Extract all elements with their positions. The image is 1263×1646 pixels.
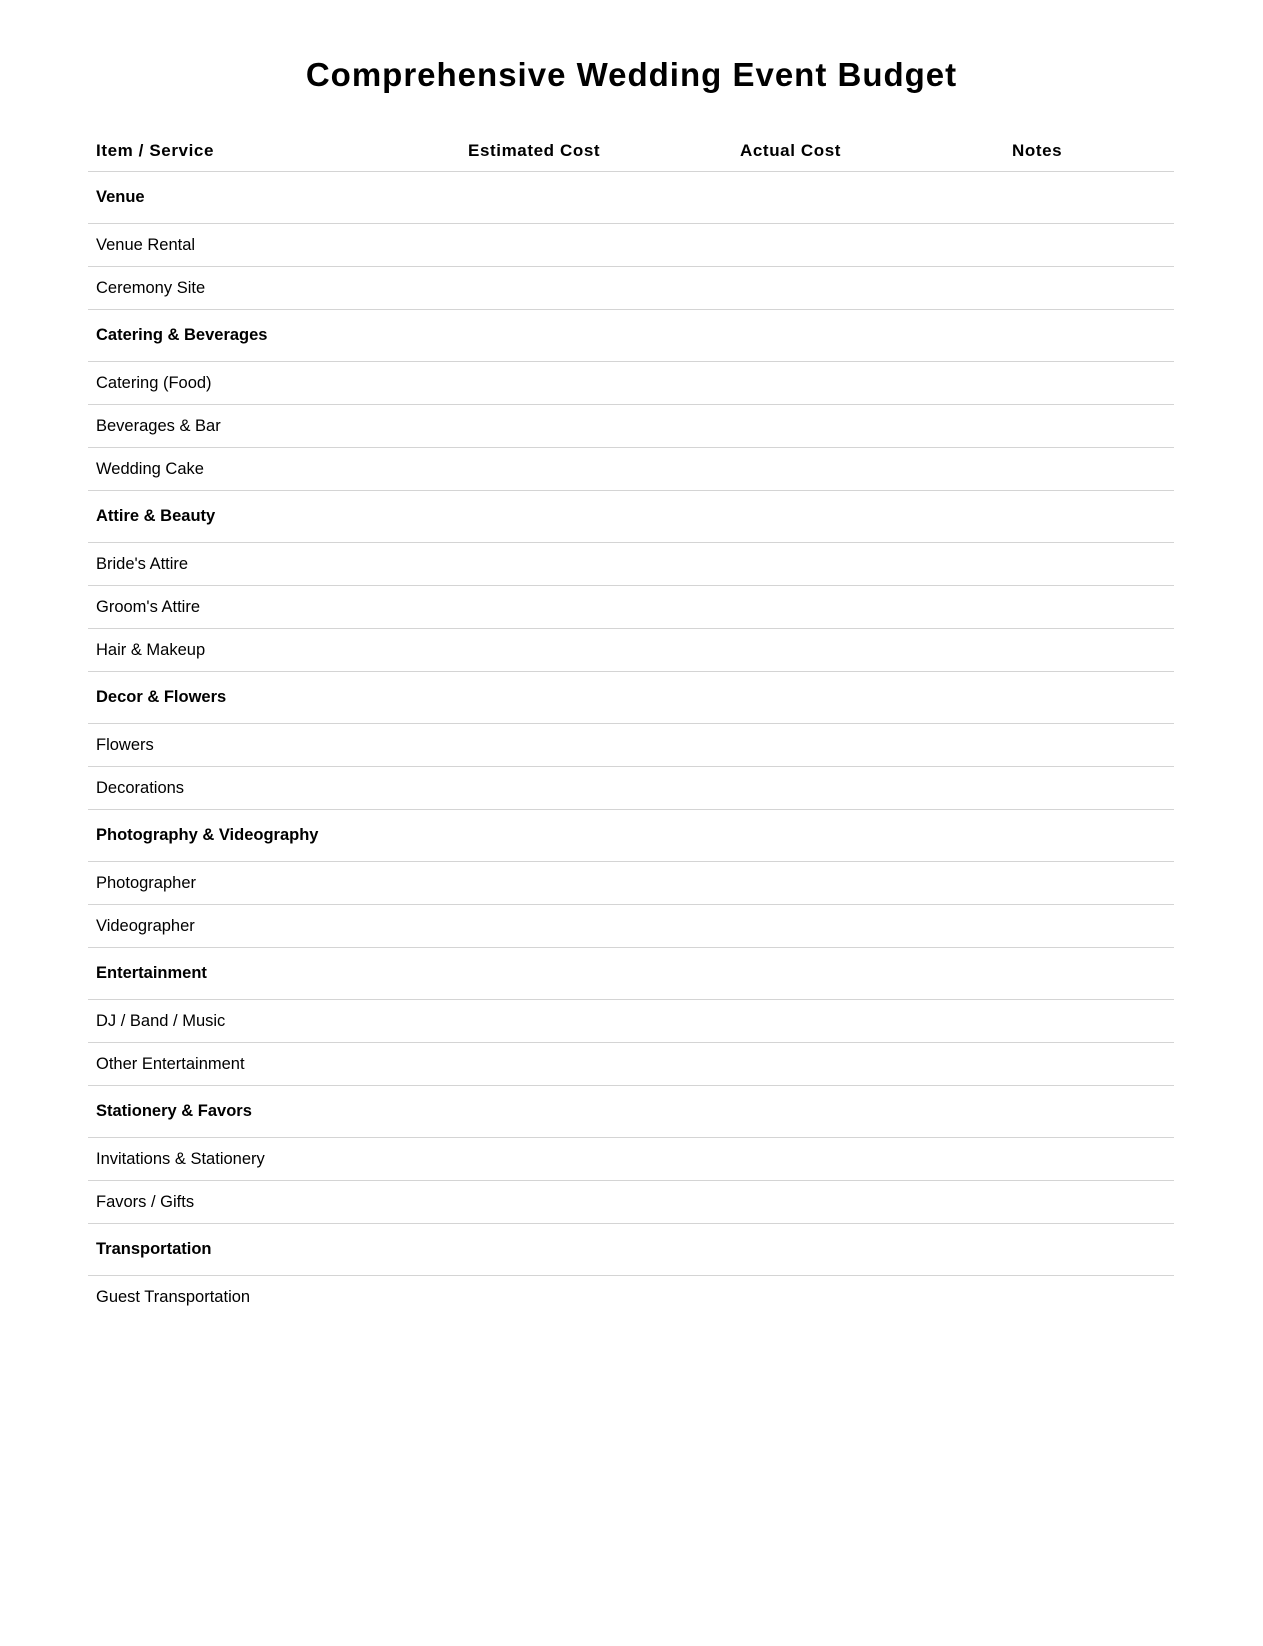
actual-cost-cell	[740, 767, 1012, 809]
notes-cell	[1012, 767, 1174, 809]
actual-cost-cell	[740, 672, 1012, 723]
page-title: Comprehensive Wedding Event Budget	[305, 56, 958, 93]
estimated-cost-cell	[468, 586, 740, 628]
table-body	[88, 172, 1174, 1306]
estimated-cost-cell	[468, 1043, 740, 1085]
item-label: Wedding Cake	[96, 459, 204, 478]
actual-cost-cell	[740, 448, 1012, 490]
actual-cost-cell	[740, 948, 1012, 999]
table-row	[88, 862, 1174, 905]
category-label: Photography & Videography	[96, 826, 319, 844]
table-row	[88, 405, 1174, 448]
actual-cost-cell	[740, 586, 1012, 628]
actual-cost-cell	[740, 1138, 1012, 1180]
notes-cell	[1012, 1043, 1174, 1085]
table-row	[88, 724, 1174, 767]
category-row	[88, 491, 1174, 543]
notes-cell	[1012, 362, 1174, 404]
table-row	[88, 905, 1174, 948]
column-header-notes: Notes	[1012, 141, 1063, 160]
estimated-cost-cell	[468, 1086, 740, 1137]
category-label: Attire & Beauty	[96, 507, 216, 525]
notes-cell	[1012, 1086, 1174, 1137]
table-row	[88, 362, 1174, 405]
item-label: Videographer	[96, 916, 195, 935]
estimated-cost-cell	[468, 905, 740, 947]
estimated-cost-cell	[468, 672, 740, 723]
estimated-cost-cell	[468, 491, 740, 542]
estimated-cost-cell	[468, 405, 740, 447]
actual-cost-cell	[740, 491, 1012, 542]
actual-cost-cell	[740, 1043, 1012, 1085]
table-row	[88, 1276, 1174, 1306]
actual-cost-cell	[740, 905, 1012, 947]
table-row	[88, 1043, 1174, 1086]
notes-cell	[1012, 1224, 1174, 1275]
estimated-cost-cell	[468, 310, 740, 361]
item-label: Ceremony Site	[96, 278, 206, 297]
notes-cell	[1012, 1000, 1174, 1042]
category-row	[88, 810, 1174, 862]
table-row	[88, 1000, 1174, 1043]
column-header-estimated: Estimated Cost	[468, 141, 601, 160]
estimated-cost-cell	[468, 1224, 740, 1275]
actual-cost-cell	[740, 1276, 1012, 1306]
item-label: Beverages & Bar	[96, 416, 221, 435]
actual-cost-cell	[740, 224, 1012, 266]
table-row	[88, 767, 1174, 810]
table-row	[88, 224, 1174, 267]
category-row	[88, 1224, 1174, 1276]
estimated-cost-cell	[468, 724, 740, 766]
estimated-cost-cell	[468, 172, 740, 223]
actual-cost-cell	[740, 267, 1012, 309]
estimated-cost-cell	[468, 629, 740, 671]
notes-cell	[1012, 810, 1174, 861]
column-header-item: Item / Service	[96, 141, 215, 160]
category-row	[88, 672, 1174, 724]
notes-cell	[1012, 172, 1174, 223]
notes-cell	[1012, 310, 1174, 361]
table-row	[88, 1138, 1174, 1181]
notes-cell	[1012, 629, 1174, 671]
item-label: Photographer	[96, 873, 196, 892]
actual-cost-cell	[740, 362, 1012, 404]
estimated-cost-cell	[468, 767, 740, 809]
table-row	[88, 586, 1174, 629]
column-header-actual: Actual Cost	[740, 141, 842, 160]
actual-cost-cell	[740, 405, 1012, 447]
table-header	[88, 131, 1174, 172]
actual-cost-cell	[740, 310, 1012, 361]
estimated-cost-cell	[468, 948, 740, 999]
notes-cell	[1012, 1276, 1174, 1306]
category-label: Stationery & Favors	[96, 1102, 252, 1120]
notes-cell	[1012, 1181, 1174, 1223]
notes-cell	[1012, 448, 1174, 490]
item-label: Bride's Attire	[96, 554, 189, 573]
notes-cell	[1012, 905, 1174, 947]
actual-cost-cell	[740, 1181, 1012, 1223]
notes-cell	[1012, 948, 1174, 999]
estimated-cost-cell	[468, 862, 740, 904]
notes-cell	[1012, 724, 1174, 766]
notes-cell	[1012, 543, 1174, 585]
table-row	[88, 267, 1174, 310]
actual-cost-cell	[740, 172, 1012, 223]
item-label: Favors / Gifts	[96, 1192, 195, 1211]
estimated-cost-cell	[468, 1181, 740, 1223]
table-row	[88, 543, 1174, 586]
category-label: Catering & Beverages	[96, 326, 268, 344]
actual-cost-cell	[740, 543, 1012, 585]
notes-cell	[1012, 672, 1174, 723]
category-label: Decor & Flowers	[96, 688, 227, 706]
notes-cell	[1012, 491, 1174, 542]
item-label: Decorations	[96, 778, 185, 797]
estimated-cost-cell	[468, 362, 740, 404]
actual-cost-cell	[740, 1224, 1012, 1275]
category-row	[88, 1086, 1174, 1138]
category-label: Venue	[96, 188, 145, 206]
actual-cost-cell	[740, 629, 1012, 671]
estimated-cost-cell	[468, 267, 740, 309]
notes-cell	[1012, 586, 1174, 628]
estimated-cost-cell	[468, 1138, 740, 1180]
actual-cost-cell	[740, 1000, 1012, 1042]
estimated-cost-cell	[468, 810, 740, 861]
category-row	[88, 172, 1174, 224]
category-row	[88, 948, 1174, 1000]
item-label: DJ / Band / Music	[96, 1011, 226, 1030]
actual-cost-cell	[740, 810, 1012, 861]
table-row	[88, 448, 1174, 491]
category-row	[88, 310, 1174, 362]
estimated-cost-cell	[468, 1276, 740, 1306]
estimated-cost-cell	[468, 224, 740, 266]
estimated-cost-cell	[468, 1000, 740, 1042]
item-label: Venue Rental	[96, 235, 196, 254]
item-label: Groom's Attire	[96, 597, 201, 616]
item-label: Guest Transportation	[96, 1287, 251, 1306]
notes-cell	[1012, 405, 1174, 447]
actual-cost-cell	[740, 862, 1012, 904]
table-row	[88, 1181, 1174, 1224]
estimated-cost-cell	[468, 543, 740, 585]
item-label: Flowers	[96, 735, 154, 754]
notes-cell	[1012, 224, 1174, 266]
category-label: Entertainment	[96, 964, 207, 982]
item-label: Hair & Makeup	[96, 640, 206, 659]
item-label: Invitations & Stationery	[96, 1149, 265, 1168]
table-row	[88, 629, 1174, 672]
budget-table	[88, 131, 1174, 1306]
category-label: Transportation	[96, 1240, 212, 1258]
actual-cost-cell	[740, 724, 1012, 766]
item-label: Other Entertainment	[96, 1054, 245, 1073]
notes-cell	[1012, 862, 1174, 904]
estimated-cost-cell	[468, 448, 740, 490]
notes-cell	[1012, 1138, 1174, 1180]
actual-cost-cell	[740, 1086, 1012, 1137]
notes-cell	[1012, 267, 1174, 309]
item-label: Catering (Food)	[96, 373, 212, 392]
